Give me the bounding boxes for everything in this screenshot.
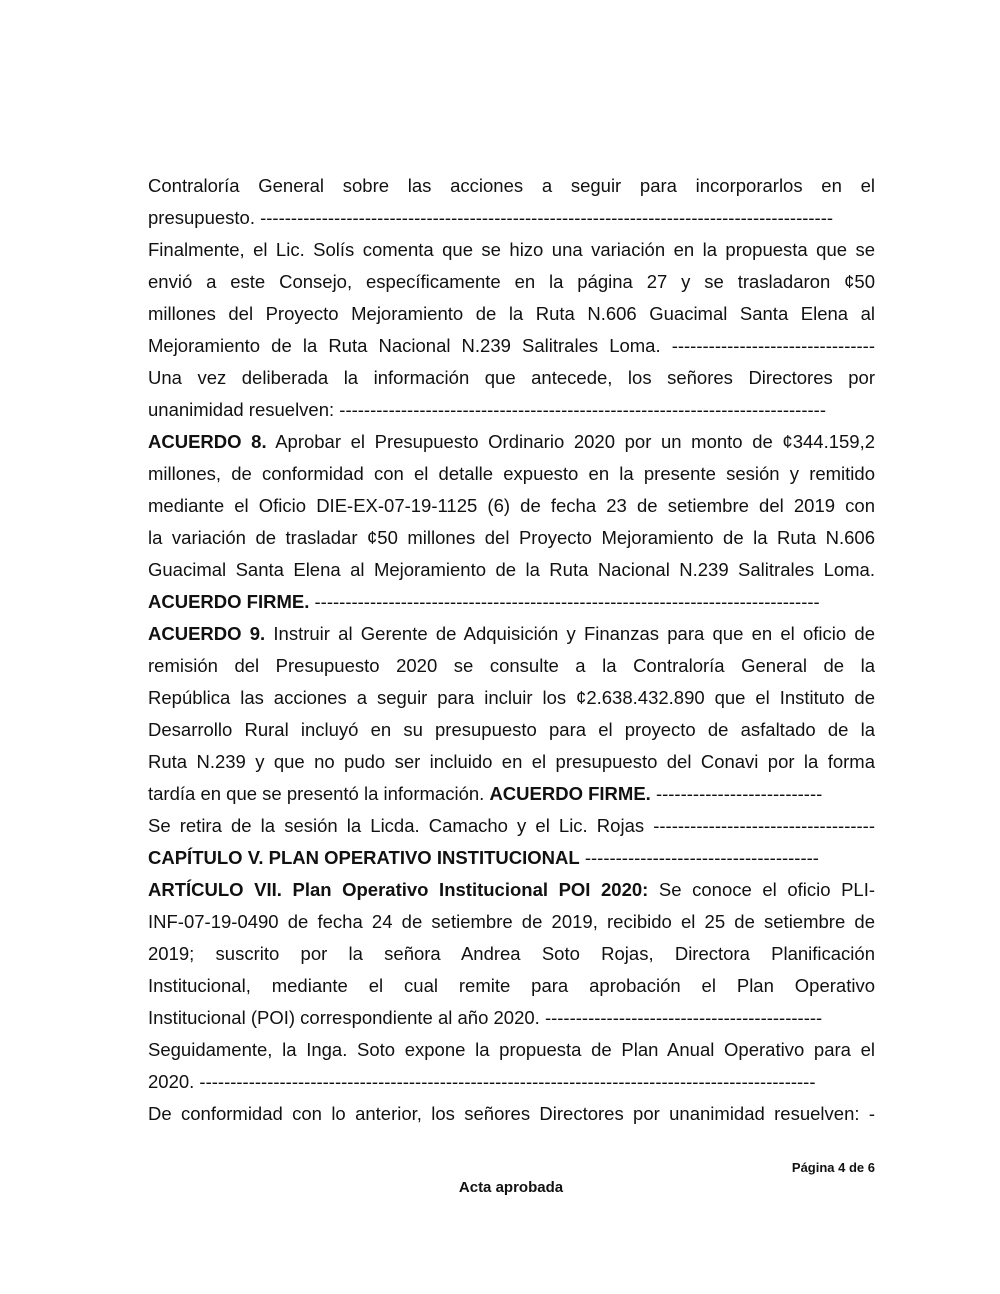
- text-line: [148, 522, 875, 554]
- approval-status: Acta aprobada: [458, 1179, 564, 1196]
- text-line: [148, 970, 875, 1002]
- text-line: [148, 650, 875, 682]
- text-line: [148, 394, 875, 426]
- bold-agreement: ACUERDO FIRME.: [489, 783, 651, 804]
- line-text: 2019; suscrito por la señora Andrea Soto Rojas, Directora Planificación: [148, 943, 875, 964]
- line-text: unanimidad resuelven: -------------------------------------------------------------------------------: [148, 399, 826, 420]
- line-text: presupuesto. ---------------------------------------------------------------------------------------------: [148, 207, 834, 228]
- line-text: Finalmente, el Lic. Solís comenta que se hizo una variación en la propuesta que se: [148, 239, 875, 260]
- text-line: [148, 266, 875, 298]
- line-text: Una vez deliberada la información que antecede, los señores Directores por: [148, 367, 875, 388]
- text-line: [148, 810, 875, 842]
- bold-heading: ARTÍCULO VII. Plan Operativo Institucional POI 2020:: [148, 879, 649, 900]
- line-text: República las acciones a seguir para incluir los ¢2.638.432.890 que el Instituto de: [148, 687, 875, 708]
- text-line: [148, 554, 875, 586]
- line-text: remisión del Presupuesto 2020 se consulte a la Contraloría General de la: [148, 655, 875, 676]
- line-text: Se retira de la sesión la Licda. Camacho y el Lic. Rojas ------------------------------------: [148, 815, 875, 836]
- text-line: [148, 1002, 875, 1034]
- line-text: INF-07-19-0490 de fecha 24 de setiembre de 2019, recibido el 25 de setiembre de: [148, 911, 875, 932]
- bold-heading: ACUERDO FIRME.: [148, 591, 310, 612]
- line-text: millones del Proyecto Mejoramiento de la Ruta N.606 Guacimal Santa Elena al: [148, 303, 875, 324]
- line-text: Institucional, mediante el cual remite para aprobación el Plan Operativo: [148, 975, 875, 996]
- line-text: Institucional (POI) correspondiente al año 2020. ---------------------------------------------: [148, 1007, 823, 1028]
- text-line: [148, 234, 875, 266]
- line-text: Contraloría General sobre las acciones a seguir para incorporarlos en el: [148, 175, 875, 196]
- line-text-tail: ---------------------------: [650, 783, 823, 804]
- text-line: [148, 330, 875, 362]
- text-line: [148, 426, 875, 458]
- text-line: [148, 586, 875, 618]
- text-line: [148, 842, 875, 874]
- text-line: [148, 618, 875, 650]
- line-text: tardía en que se presentó la información.: [148, 783, 490, 804]
- line-text: la variación de trasladar ¢50 millones del Proyecto Mejoramiento de la Ruta N.606: [148, 527, 875, 548]
- text-line: [148, 170, 875, 202]
- text-line: [148, 938, 875, 970]
- text-line: [148, 202, 875, 234]
- text-line: [148, 682, 875, 714]
- text-line: [148, 906, 875, 938]
- line-text: millones, de conformidad con el detalle expuesto en la presente sesión y remitido: [148, 463, 875, 484]
- text-line: [148, 1066, 875, 1098]
- line-text: ----------------------------------------------------------------------------------: [309, 591, 820, 612]
- line-text: Guacimal Santa Elena al Mejoramiento de la Ruta Nacional N.239 Salitrales Loma.: [148, 559, 875, 580]
- page-number: Página 4 de 6: [791, 1160, 875, 1175]
- line-text: --------------------------------------: [579, 847, 819, 868]
- line-text: Se conoce el oficio PLI-: [648, 879, 875, 900]
- line-text: Seguidamente, la Inga. Soto expone la propuesta de Plan Anual Operativo para el: [148, 1039, 875, 1060]
- text-line: [148, 1034, 875, 1066]
- minutes-body: [148, 170, 875, 1130]
- line-text: envió a este Consejo, específicamente en la página 27 y se trasladaron ¢50: [148, 271, 875, 292]
- text-line: [148, 458, 875, 490]
- text-line: [148, 874, 875, 906]
- bold-heading: ACUERDO 9.: [148, 623, 266, 644]
- text-line: [148, 490, 875, 522]
- line-text: Instruir al Gerente de Adquisición y Finanzas para que en el oficio de: [265, 623, 875, 644]
- bold-heading: ACUERDO 8.: [148, 431, 267, 452]
- bold-heading: CAPÍTULO V. PLAN OPERATIVO INSTITUCIONAL: [148, 847, 580, 868]
- line-text: Aprobar el Presupuesto Ordinario 2020 por un monto de ¢344.159,2: [266, 431, 875, 452]
- line-text: De conformidad con lo anterior, los señores Directores por unanimidad resuelven: -: [148, 1103, 875, 1124]
- line-text: Desarrollo Rural incluyó en su presupuesto para el proyecto de asfaltado de la: [148, 719, 875, 740]
- text-line: [148, 362, 875, 394]
- text-line: [148, 778, 875, 810]
- text-line: [148, 714, 875, 746]
- line-text: mediante el Oficio DIE-EX-07-19-1125 (6) de fecha 23 de setiembre del 2019 con: [148, 495, 875, 516]
- line-text: 2020. ----------------------------------------------------------------------------------------------------: [148, 1071, 816, 1092]
- text-line: [148, 1098, 875, 1130]
- text-line: [148, 746, 875, 778]
- text-line: [148, 298, 875, 330]
- line-text: Ruta N.239 y que no pudo ser incluido en el presupuesto del Conavi por la forma: [148, 751, 875, 772]
- line-text: Mejoramiento de la Ruta Nacional N.239 Salitrales Loma. ---------------------------------: [148, 335, 875, 356]
